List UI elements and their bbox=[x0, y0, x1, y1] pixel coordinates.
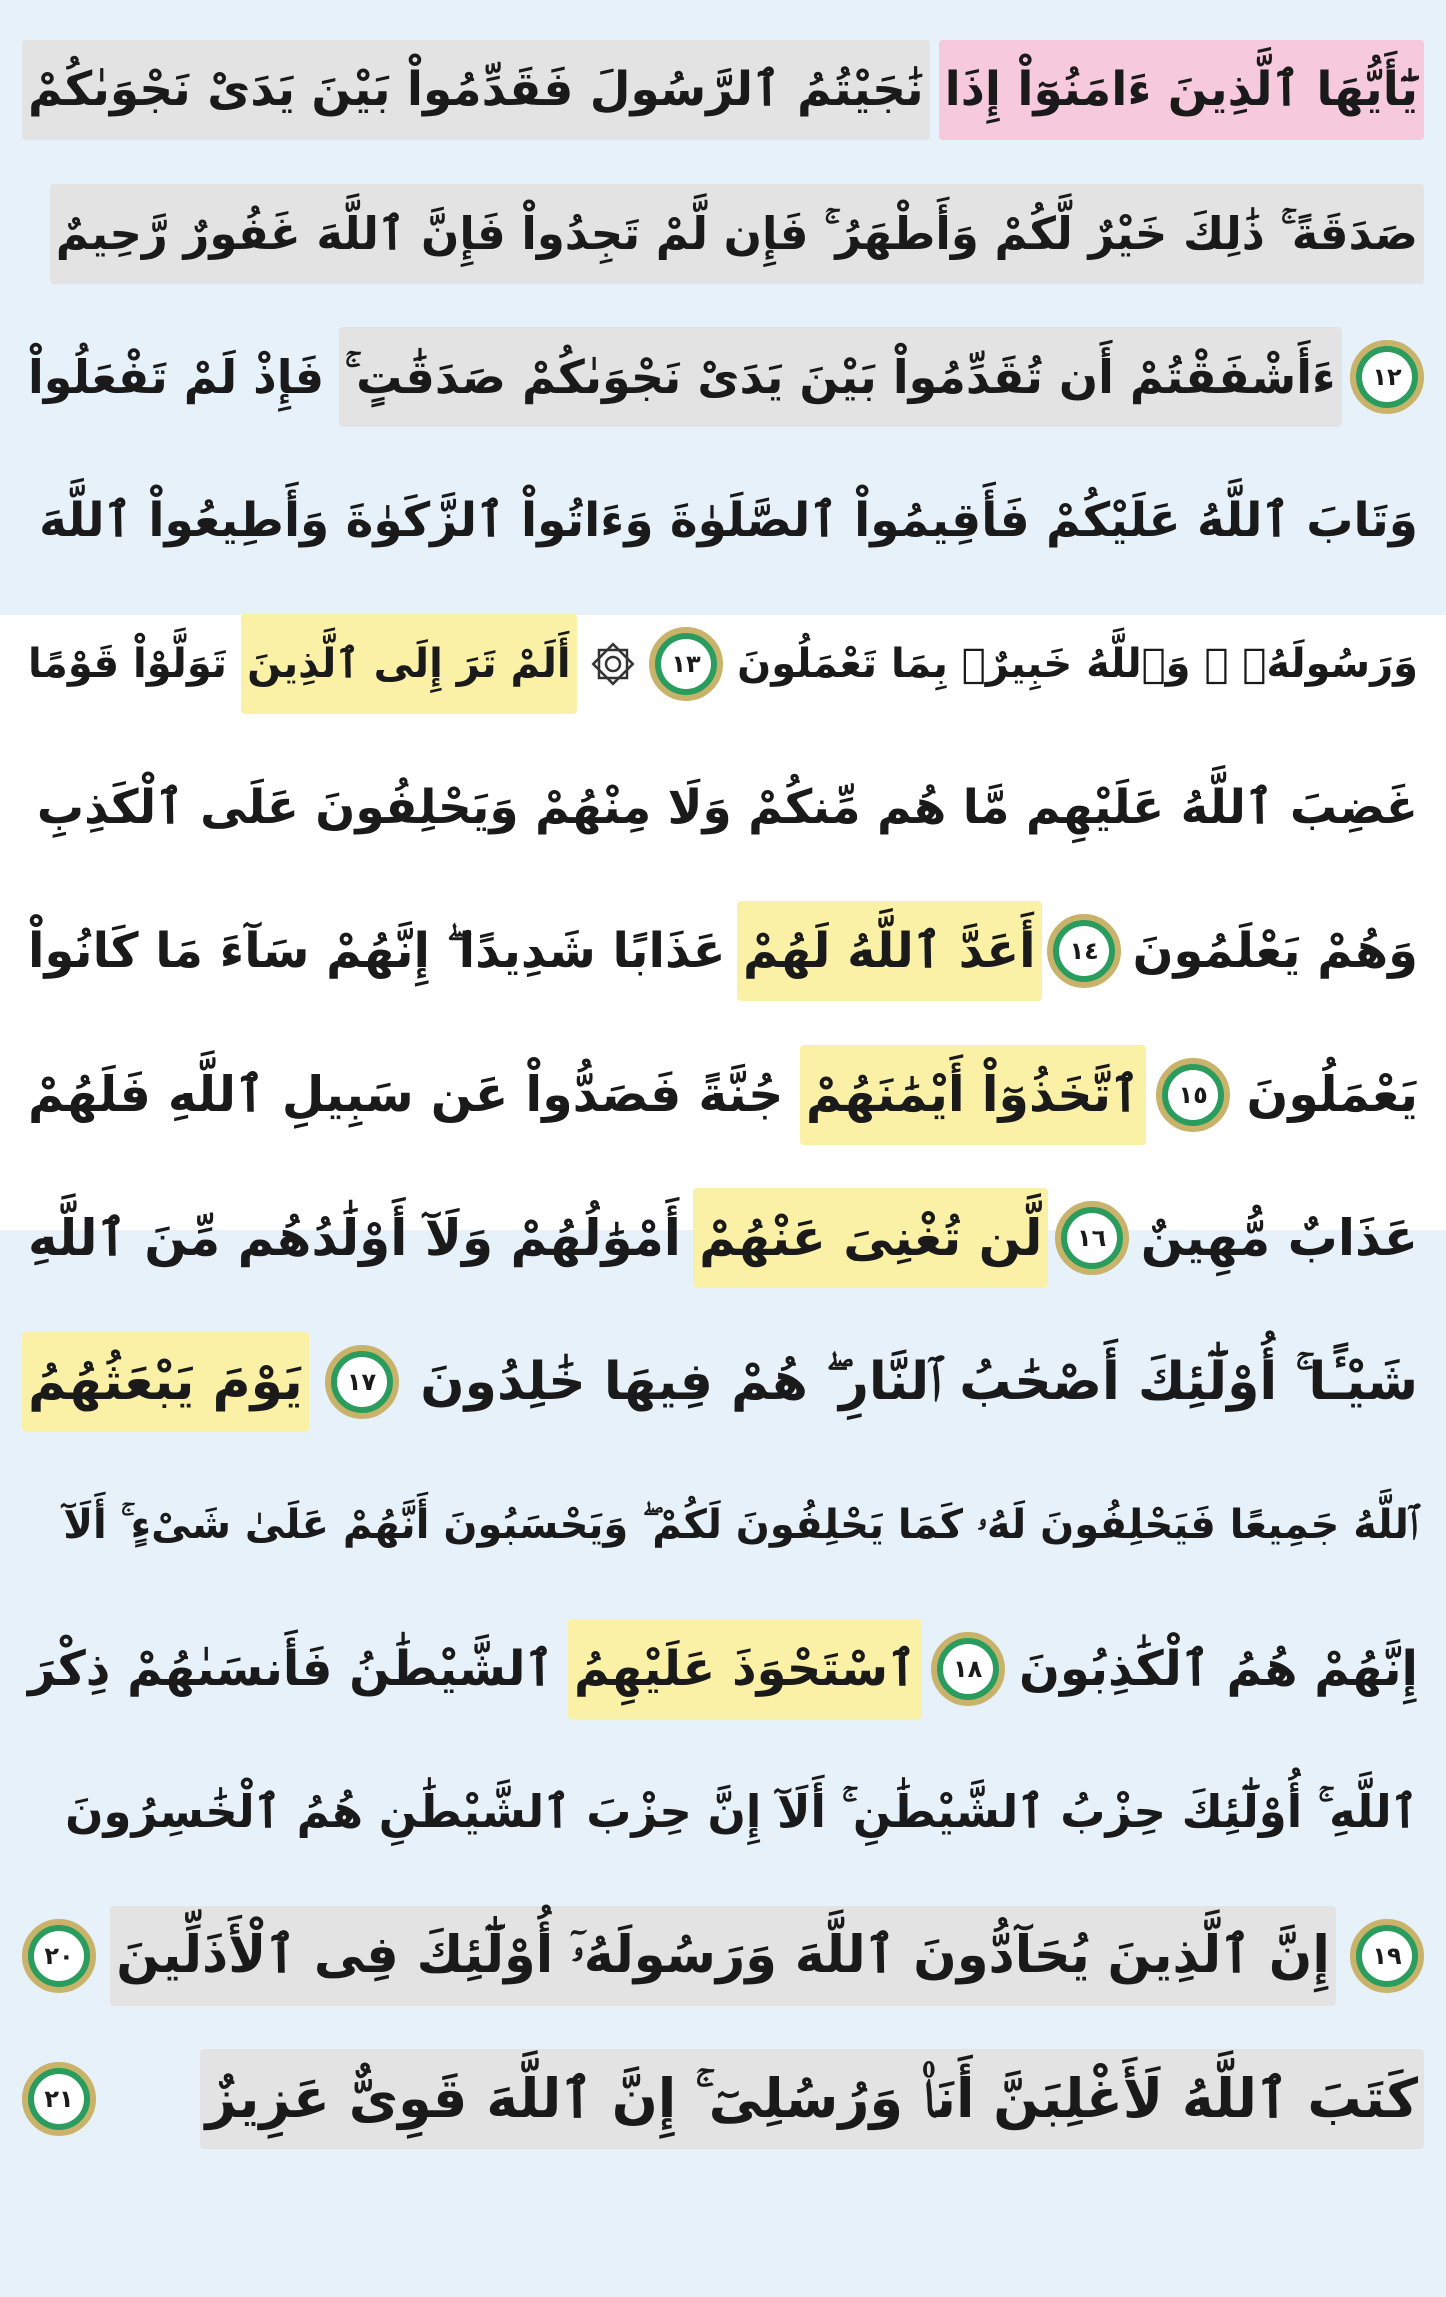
ayah-number-label: ١٨ bbox=[943, 1644, 993, 1694]
verse-text: وَرَسُولَهُۥ ۚ وَٱللَّهُ خَبِيرٌۢ بِمَا تَعْمَلُونَ bbox=[737, 641, 1418, 687]
verse-text: جُنَّةً فَصَدُّواْ عَن سَبِيلِ ٱللَّهِ فَلَهُمْ bbox=[28, 1065, 784, 1123]
ayah-number-marker[interactable] bbox=[22, 2062, 96, 2136]
ayah-number-marker[interactable] bbox=[649, 627, 723, 701]
rub-el-hizb-icon bbox=[585, 636, 641, 692]
highlighted-verse-text: لَّن تُغْنِىَ عَنْهُمْ bbox=[693, 1188, 1048, 1288]
text-line bbox=[22, 1896, 1424, 2016]
text-line bbox=[22, 891, 1424, 1011]
verse-text: عَذَابًا شَدِيدًا ۖ إِنَّهُمْ سَآءَ مَا كَانُواْ bbox=[28, 923, 726, 979]
ayah-number-marker[interactable] bbox=[1350, 1919, 1424, 1993]
verse-text: غَضِبَ ٱللَّهُ عَلَيْهِم مَّا هُم مِّنكُمْ وَلَا مِنْهُمْ وَيَحْلِفُونَ عَلَى ٱلْكَذِبِ bbox=[36, 779, 1418, 835]
text-line bbox=[22, 461, 1424, 581]
ayah-number-marker[interactable] bbox=[1047, 914, 1121, 988]
verse-text: يَعْمَلُونَ bbox=[1246, 1065, 1418, 1123]
highlighted-verse-text: صَدَقَةً ۚ ذَٰلِكَ خَيْرٌ لَّكُمْ وَأَطْهَرُ ۚ فَإِن لَّمْ تَجِدُواْ فَإِنَّ ٱللَّهَ غَفُورٌ رَّحِيمٌ bbox=[50, 184, 1424, 284]
highlighted-verse-text: يَٰٓأَيُّهَا ٱلَّذِينَ ءَامَنُوٓاْ إِذَا bbox=[939, 40, 1424, 140]
verse-text: عَذَابٌ مُّهِينٌ bbox=[1140, 1209, 1418, 1267]
highlighted-verse-text: ٱتَّخَذُوٓاْ أَيْمَٰنَهُمْ bbox=[800, 1045, 1146, 1145]
highlighted-verse-text: ٱسْتَحْوَذَ عَلَيْهِمُ bbox=[568, 1619, 922, 1719]
text-line bbox=[22, 748, 1424, 868]
highlighted-verse-text: أَعَدَّ ٱللَّهُ لَهُمْ bbox=[737, 901, 1042, 1001]
highlighted-verse-text: نَٰجَيْتُمُ ٱلرَّسُولَ فَقَدِّمُواْ بَيْنَ يَدَىْ نَجْوَىٰكُمْ bbox=[22, 40, 930, 140]
highlighted-verse-text: ءَأَشْفَقْتُمْ أَن تُقَدِّمُواْ بَيْنَ يَدَىْ نَجْوَىٰكُمْ صَدَقَٰتٍ ۚ bbox=[339, 327, 1342, 427]
ayah-number-marker[interactable] bbox=[22, 1919, 96, 1993]
verse-text: ٱللَّهِ ۚ أُوْلَٰٓئِكَ حِزْبُ ٱلشَّيْطَٰنِ ۚ أَلَآ إِنَّ حِزْبَ ٱلشَّيْطَٰنِ هُمُ ٱلْخَٰسِرُونَ bbox=[65, 1785, 1418, 1838]
ayah-number-marker[interactable] bbox=[1350, 340, 1424, 414]
text-line bbox=[22, 317, 1424, 437]
ayah-number-marker[interactable] bbox=[1055, 1201, 1129, 1275]
highlighted-verse-text: يَوْمَ يَبْعَثُهُمُ bbox=[22, 1332, 309, 1432]
text-line bbox=[22, 1322, 1424, 1442]
highlighted-verse-text: كَتَبَ ٱللَّهُ لَأَغْلِبَنَّ أَنَا۠ وَرُسُلِىٓ ۚ إِنَّ ٱللَّهَ قَوِىٌّ عَزِيزٌ bbox=[200, 2049, 1424, 2149]
ayah-number-label: ١٥ bbox=[1168, 1070, 1218, 1120]
verse-text: وَهُمْ يَعْلَمُونَ bbox=[1132, 923, 1418, 979]
text-line bbox=[22, 1465, 1424, 1585]
ayah-number-label: ١٩ bbox=[1362, 1931, 1412, 1981]
text-line bbox=[22, 1752, 1424, 1872]
ayah-number-label: ٢٠ bbox=[34, 1931, 84, 1981]
highlighted-verse-text: أَلَمْ تَرَ إِلَى ٱلَّذِينَ bbox=[241, 614, 577, 714]
verse-text: إِنَّهُمْ هُمُ ٱلْكَٰذِبُونَ bbox=[1018, 1640, 1418, 1697]
text-line bbox=[22, 1609, 1424, 1729]
ayah-number-marker[interactable] bbox=[325, 1345, 399, 1419]
ayah-number-label: ١٢ bbox=[1362, 352, 1412, 402]
verse-text: فَإِذْ لَمْ تَفْعَلُواْ bbox=[28, 350, 325, 404]
ayah-number-label: ١٦ bbox=[1067, 1213, 1117, 1263]
highlighted-verse-text: إِنَّ ٱلَّذِينَ يُحَآدُّونَ ٱللَّهَ وَرَسُولَهُۥٓ أُوْلَٰٓئِكَ فِى ٱلْأَذَلِّينَ bbox=[110, 1906, 1336, 2006]
ayah-number-label: ١٤ bbox=[1059, 926, 1109, 976]
text-line bbox=[22, 174, 1424, 294]
text-line bbox=[22, 30, 1424, 150]
text-line bbox=[22, 1035, 1424, 1155]
verse-text: شَيْـًٔا ۚ أُوْلَٰٓئِكَ أَصْحَٰبُ ٱلنَّارِ ۖ هُمْ فِيهَا خَٰلِدُونَ bbox=[420, 1351, 1418, 1412]
verse-text: أَمْوَٰلُهُمْ وَلَآ أَوْلَٰدُهُم مِّنَ ٱللَّهِ bbox=[28, 1209, 681, 1267]
ayah-number-label: ١٧ bbox=[337, 1357, 387, 1407]
verse-text: ٱلشَّيْطَٰنُ فَأَنسَىٰهُمْ ذِكْرَ bbox=[28, 1640, 554, 1697]
text-line bbox=[22, 2039, 1424, 2159]
verse-text: وَتَابَ ٱللَّهُ عَلَيْكُمْ فَأَقِيمُواْ ٱلصَّلَوٰةَ وَءَاتُواْ ٱلزَّكَوٰةَ وَأَطِيعُواْ ٱللَّهَ bbox=[39, 492, 1418, 548]
verse-text: ٱللَّهُ جَمِيعًا فَيَحْلِفُونَ لَهُۥ كَمَا يَحْلِفُونَ لَكُمْ ۖ وَيَحْسَبُونَ أَنَّهُمْ عَلَىٰ شَىْءٍ ۚ أَلَآ bbox=[63, 1502, 1418, 1548]
verse-text: تَوَلَّوْاْ قَوْمًا bbox=[28, 641, 227, 687]
ayah-number-label: ١٣ bbox=[661, 639, 711, 689]
text-line bbox=[22, 1178, 1424, 1298]
text-line bbox=[22, 604, 1424, 724]
ayah-number-label: ٢١ bbox=[34, 2074, 84, 2124]
ayah-number-marker[interactable] bbox=[1156, 1058, 1230, 1132]
ayah-number-marker[interactable] bbox=[931, 1632, 1005, 1706]
